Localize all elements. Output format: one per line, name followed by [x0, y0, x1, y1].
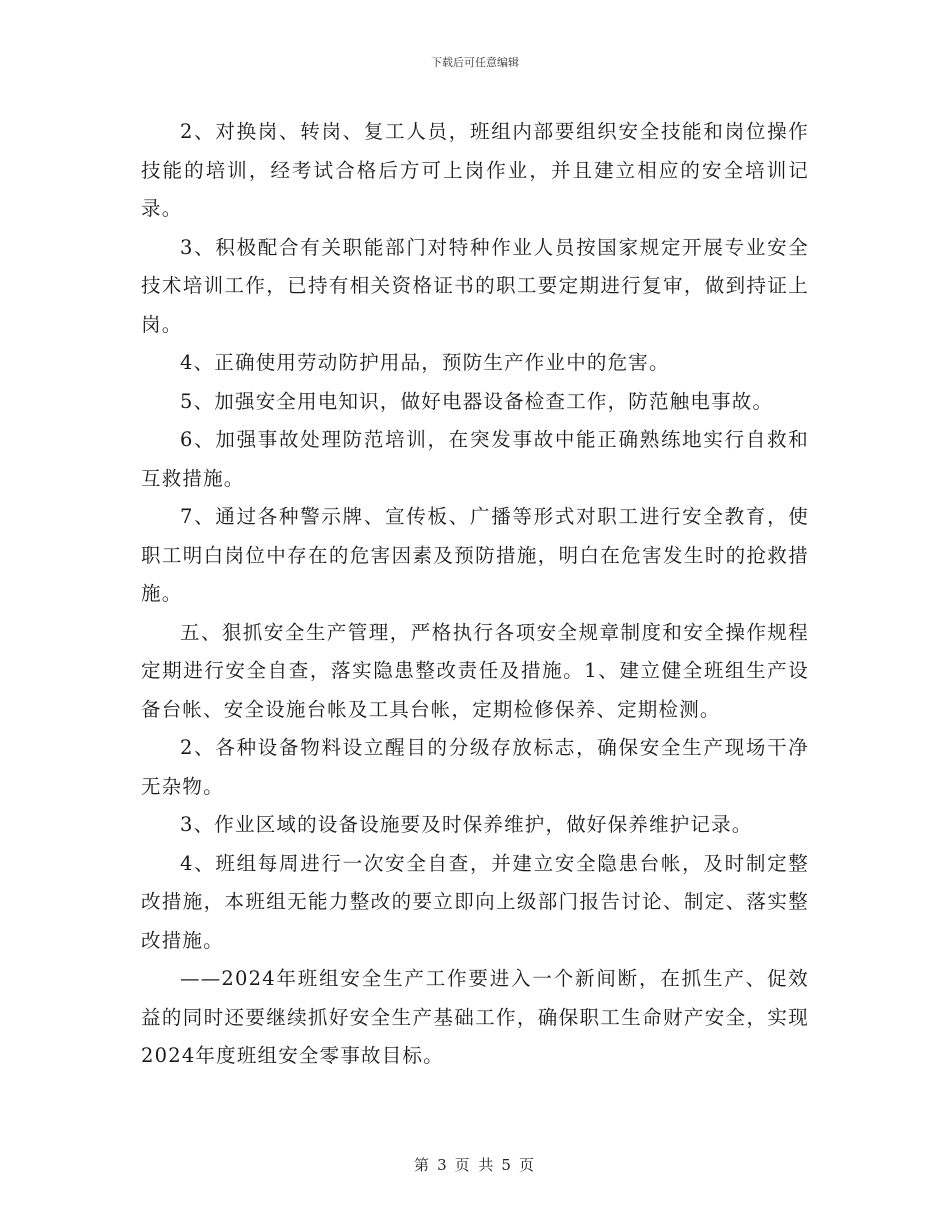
footer-prefix: 第 [414, 1156, 432, 1174]
paragraph-conclusion: ——2024年班组安全生产工作要进入一个新间断，在抓生产、促效益的同时还要继续抓好安全生产基础工作，确保职工生命财产安全，实现2024年度班组安全零事故目标。 [141, 967, 809, 1067]
paragraph-storage-marking: 2、各种设备物料设立醒目的分级存放标志，确保安全生产现场干净无杂物。 [141, 736, 809, 798]
paragraph-electrical-safety: 5、加强安全用电知识，做好电器设备检查工作，防范触电事故。 [180, 389, 774, 413]
page-number: 3 [437, 1156, 449, 1174]
page-header: 下载后可任意编辑 [431, 56, 519, 69]
paragraph-accident-training: 6、加强事故处理防范培训，在突发事故中能正确熟练地实行自救和互救措施。 [141, 428, 809, 490]
paragraph-training-records: 2、对换岗、转岗、复工人员，班组内部要组织安全技能和岗位操作技能的培训，经考试合格后方可上岗作业，并且建立相应的安全培训记录。 [141, 120, 809, 220]
footer-suffix: 页 [518, 1156, 536, 1174]
paragraph-protective-equipment: 4、正确使用劳动防护用品，预防生产作业中的危害。 [180, 351, 670, 374]
paragraph-maintenance: 3、作业区域的设备设施要及时保养维护，做好保养维护记录。 [180, 813, 753, 836]
paragraph-special-operations: 3、积极配合有关职能部门对特种作业人员按国家规定开展专业安全技术培训工作，已持有相关资格证书的职工要定期进行复审，做到持证上岗。 [141, 235, 809, 336]
footer-middle: 页 共 [454, 1156, 496, 1174]
page-total: 5 [501, 1156, 513, 1174]
paragraph-safety-education: 7、通过各种警示牌、宣传板、广播等形式对职工进行安全教育，使职工明白岗位中存在的危害因素及预防措施，明白在危害发生时的抢救措施。 [141, 505, 809, 605]
document-body [141, 113, 809, 1076]
page-footer [0, 1154, 950, 1175]
paragraph-section-five: 五、狠抓安全生产管理，严格执行各项安全规章制度和安全操作规程定期进行安全自查，落实隐患整改责任及措施。1、建立健全班组生产设备台帐、安全设施台帐及工具台帐，定期检修保养、定期检测。 [141, 620, 809, 721]
paragraph-weekly-inspection: 4、班组每周进行一次安全自查，并建立安全隐患台帐，及时制定整改措施，本班组无能力整改的要立即向上级部门报告讨论、制定、落实整改措施。 [141, 851, 809, 952]
